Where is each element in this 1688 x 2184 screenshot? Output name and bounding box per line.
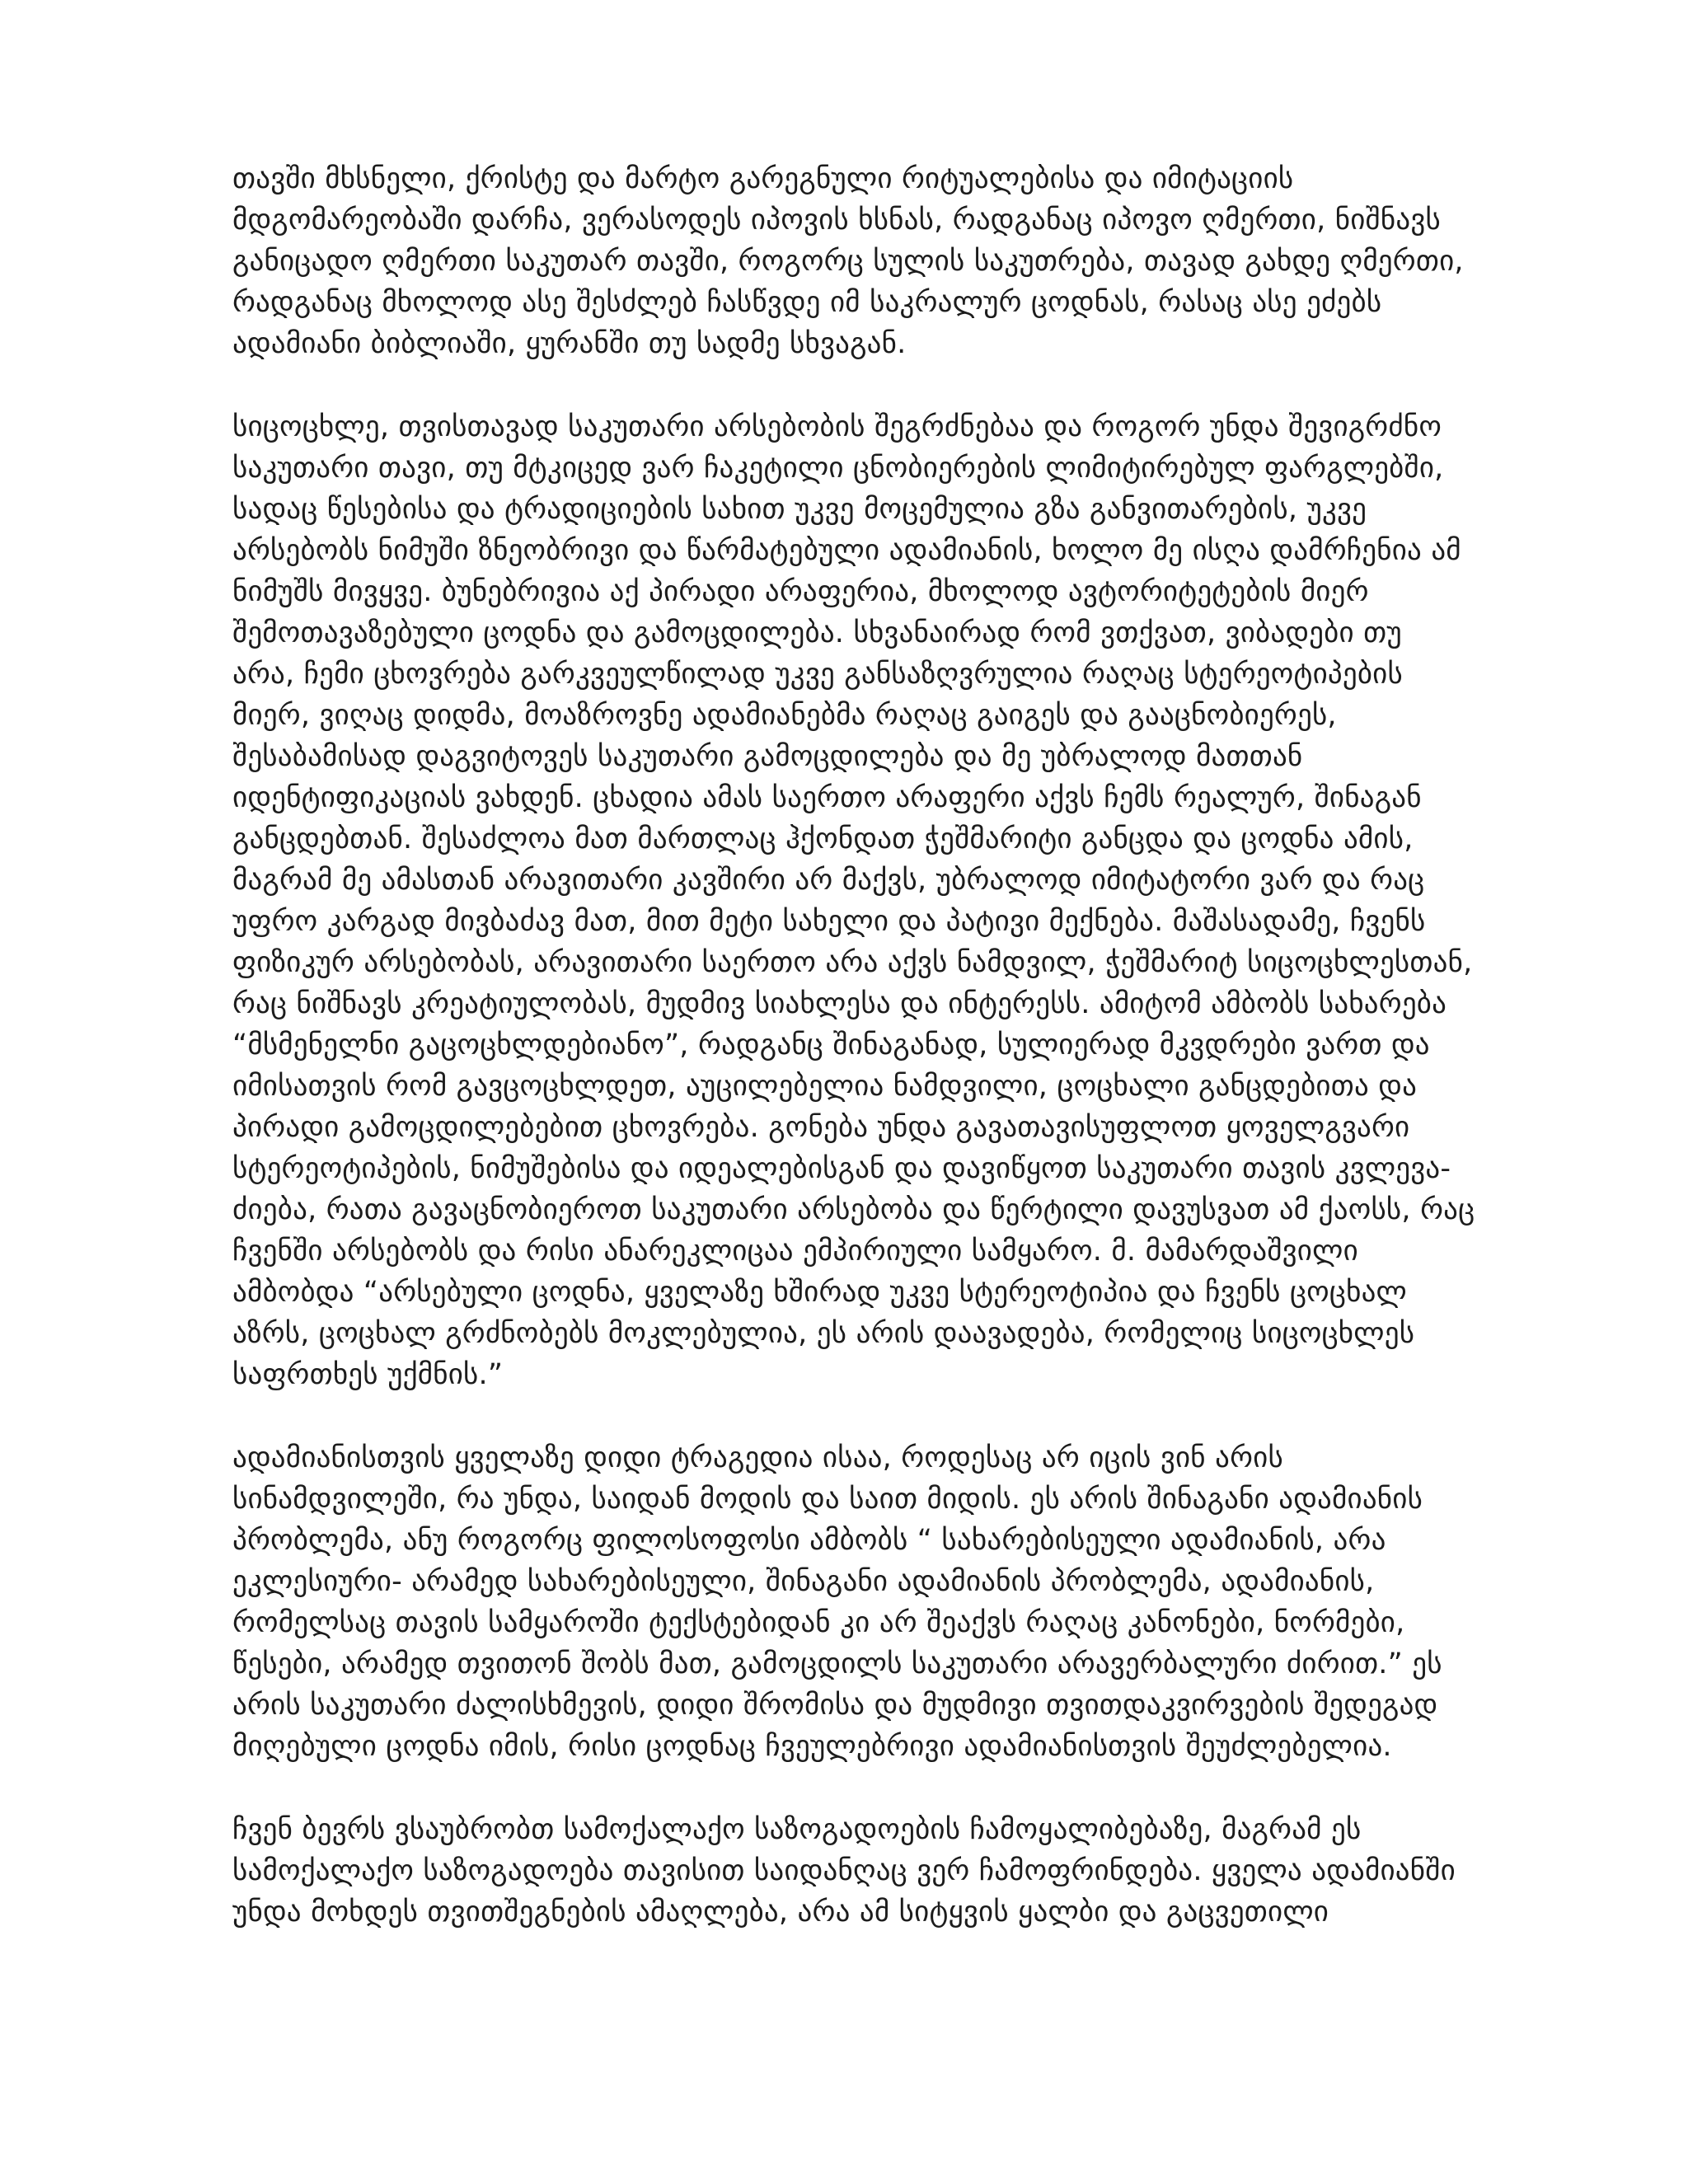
- text-line: არის საკუთარი ძალისხმევის, დიდი შრომისა და მუდმივი თვითდაკვირვების შედეგად: [232, 1689, 1438, 1722]
- text-line: ეკლესიური- არამედ სახარებისეული, შინაგანი ადამიანის პრობლემა, ადამიანის,: [232, 1565, 1375, 1598]
- text-line: იდენტიფიკაციას ვახდენ. ცხადია ამას საერთო არაფერი აქვს ჩემს რეალურ, შინაგან: [232, 781, 1422, 814]
- text-line: ჩვენ ბევრს ვსაუბრობთ სამოქალაქო საზოგადოების ჩამოყალიბებაზე, მაგრამ ეს: [232, 1813, 1362, 1846]
- text-line: რაც ნიშნავს კრეატიულობას, მუდმივ სიახლესა და ინტერესს. ამიტომ ამბობს სახარება: [232, 987, 1447, 1020]
- text-line: ამბობდა “არსებული ცოდნა, ყველაზე ხშირად უკვე სტერეოტიპია და ჩვენს ცოცხალ: [232, 1276, 1408, 1309]
- text-line: მიერ, ვიღაც დიდმა, მოაზროვნე ადამიანებმა რაღაც გაიგეს და გააცნობიერეს,: [232, 699, 1337, 732]
- text-line: შემოთავაზებული ცოდნა და გამოცდილება. სხვანაირად რომ ვთქვათ, ვიბადები თუ: [232, 616, 1402, 649]
- text-line: მაგრამ მე ამასთან არავითარი კავშირი არ მაქვს, უბრალოდ იმიტატორი ვარ და რაც: [232, 864, 1425, 897]
- text-line: განცდებთან. შესაძლოა მათ მართლაც ჰქონდათ ჭეშმარიტი განცდა და ცოდნა ამის,: [232, 823, 1414, 855]
- text-line: სტერეოტიპების, ნიმუშებისა და იდეალებისგან და დავიწყოთ საკუთარი თავის კვლევა-: [232, 1152, 1451, 1185]
- text-line: რადგანაც მხოლოდ ასე შესძლებ ჩასწვდე იმ საკრალურ ცოდნას, რასაც ასე ეძებს: [232, 286, 1382, 319]
- text-line: სადაც წესებისა და ტრადიციების სახით უკვე მოცემულია გზა განვითარების, უკვე: [232, 493, 1367, 526]
- document-body: [232, 158, 1561, 1933]
- text-line: პრობლემა, ანუ როგორც ფილოსოფოსი ამბობს “ სახარებისეული ადამიანის, არა: [232, 1524, 1386, 1557]
- text-line: ჩვენში არსებობს და რისი ანარეკლიცაა ემპირიული სამყარო. მ. მამარდაშვილი: [232, 1235, 1358, 1268]
- text-line: განიცადო ღმერთი საკუთარ თავში, როგორც სულის საკუთრება, თავად გახდე ღმერთი,: [232, 245, 1464, 278]
- text-line: ფიზიკურ არსებობას, არავითარი საერთო არა აქვს ნამდვილ, ჭეშმარიტ სიცოცხლესთან,: [232, 946, 1473, 979]
- text-line: არსებობს ნიმუში ზნეობრივი და წარმატებული ადამიანის, ხოლო მე ისღა დამრჩენია ამ: [232, 534, 1461, 567]
- text-line: სინამდვილეში, რა უნდა, საიდან მოდის და საით მიდის. ეს არის შინაგანი ადამიანის: [232, 1483, 1423, 1516]
- text-line: უფრო კარგად მივბაძავ მათ, მით მეტი სახელი და პატივი მექნება. მაშასადამე, ჩვენს: [232, 905, 1426, 938]
- paragraph: [232, 1809, 1561, 1933]
- text-line: მდგომარეობაში დარჩა, ვერასოდეს იპოვის ხსნას, რადგანაც იპოვო ღმერთი, ნიშნავს: [232, 204, 1441, 237]
- text-line: რომელსაც თავის სამყაროში ტექსტებიდან კი არ შეაქვს რაღაც კანონები, ნორმები,: [232, 1606, 1405, 1639]
- text-line: უნდა მოხდეს თვითშეგნების ამაღლება, არა ამ სიტყვის ყალბი და გაცვეთილი: [232, 1896, 1329, 1929]
- text-line: სიცოცხლე, თვისთავად საკუთარი არსებობის შეგრძნებაა და როგორ უნდა შევიგრძნო: [232, 410, 1442, 443]
- text-line: შესაბამისად დაგვიტოვეს საკუთარი გამოცდილება და მე უბრალოდ მათთან: [232, 740, 1303, 773]
- text-line: აზრს, ცოცხალ გრძნობებს მოკლებულია, ეს არის დაავადება, რომელიც სიცოცხლეს: [232, 1317, 1415, 1350]
- text-line: ძიება, რათა გავაცნობიეროთ საკუთარი არსებობა და წერტილი დავუსვათ ამ ქაოსს, რაც: [232, 1193, 1475, 1226]
- text-line: საკუთარი თავი, თუ მტკიცედ ვარ ჩაკეტილი ცნობიერების ლიმიტირებულ ფარგლებში,: [232, 452, 1444, 485]
- paragraph: [232, 406, 1561, 1395]
- paragraph: [232, 158, 1561, 364]
- text-line: მიღებული ცოდნა იმის, რისი ცოდნაც ჩვეულებრივი ადამიანისთვის შეუძლებელია.: [232, 1730, 1392, 1763]
- text-line: საფრთხეს უქმნის.”: [232, 1358, 504, 1391]
- paragraph-spacer: [232, 1767, 1561, 1809]
- text-line: “მსმენელნი გაცოცხლდებიანო”, რადგანც შინაგანად, სულიერად მკვდრები ვართ და: [232, 1029, 1430, 1062]
- text-line: თავში მხსნელი, ქრისტე და მარტო გარეგნული რიტუალებისა და იმიტაციის: [232, 162, 1294, 195]
- paragraph-spacer: [232, 364, 1561, 406]
- text-line: ადამიანისთვის ყველაზე დიდი ტრაგედია ისაა, როდესაც არ იცის ვინ არის: [232, 1441, 1283, 1474]
- text-line: პირადი გამოცდილებებით ცხოვრება. გონება უნდა გავათავისუფლოთ ყოველგვარი: [232, 1111, 1410, 1144]
- text-line: ადამიანი ბიბლიაში, ყურანში თუ სადმე სხვაგან.: [232, 327, 907, 360]
- paragraph: [232, 1437, 1561, 1767]
- text-line: არა, ჩემი ცხოვრება გარკვეულწილად უკვე განსაზღვრულია რაღაც სტერეოტიპების: [232, 658, 1403, 691]
- text-line: წესები, არამედ თვითონ შობს მათ, გამოცდილს საკუთარი არავერბალური ძირით.” ეს: [232, 1647, 1442, 1680]
- paragraph-spacer: [232, 1395, 1561, 1437]
- text-line: სამოქალაქო საზოგადოება თავისით საიდანღაც ვერ ჩამოფრინდება. ყველა ადამიანში: [232, 1854, 1456, 1887]
- text-line: ნიმუშს მივყვე. ბუნებრივია აქ პირადი არაფერია, მხოლოდ ავტორიტეტების მიერ: [232, 575, 1369, 608]
- text-line: იმისათვის რომ გავცოცხლდეთ, აუცილებელია ნამდვილი, ცოცხალი განცდებითა და: [232, 1070, 1418, 1103]
